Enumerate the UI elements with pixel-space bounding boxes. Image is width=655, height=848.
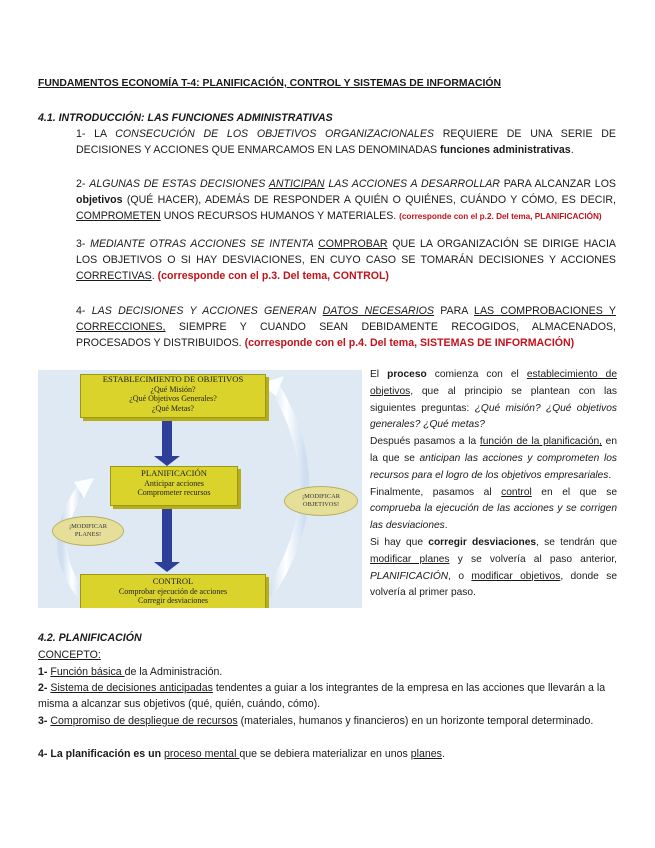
box-establecimiento-objetivos: ESTABLECIMIENTO DE OBJETIVOS ¿Qué Misión? ¿Qué Objetivos Generales? ¿Qué Metas? [80,374,266,418]
concept-item-1: 1- Función básica de la Administración. [38,666,223,678]
reference-planificacion: (corresponde con el p.2. Del tema, PLANIFICACIÓN) [399,212,602,222]
paragraph-1: 1- LA CONSECUCIÓN DE LOS OBJETIVOS ORGANIZACIONALES REQUIERE DE UNA SERIE DE DECISIONES Y ACCIONES QUE ENMARCAMOS EN LAS DENOMINADAS funciones administrativas. [76,128,616,157]
paragraph-4: 4- LAS DECISIONES Y ACCIONES GENERAN DATOS NECESARIOS PARA LAS COMPROBACIONES Y CORRECCIONES, SIEMPRE Y CUANDO SEAN DEBIDAMENTE RECOGIDOS, ALMACENADOS, PROCESADOS Y DISTRIBUIDOS. (corresponde con el p.4. Del tema, SISTEMAS DE INFORMACIÓN) [76,305,616,350]
oval-modificar-planes: ¡MODIFICAR PLANES! [52,516,124,546]
concept-item-3: 3- Compromiso de despliegue de recursos (materiales, humanos y financieros) en un horizonte temporal determinado. [38,715,594,727]
paragraph-2: 2- ALGUNAS DE ESTAS DECISIONES ANTICIPAN LAS ACCIONES A DESARROLLAR PARA ALCANZAR LOS objetivos (QUÉ HACER), ADEMÁS DE RESPONDER A QUIÉN O QUIÉNES, CUÁNDO Y CÓMO, ES DECIR, COMPROMETEN UNOS RECURSOS HUMANOS Y MATERIALES. (corresponde con el p.2. Del tema, PLANIFICACIÓN) [76,178,616,223]
concept-item-4: 4- La planificación es un proceso mental que se debiera materializar en unos planes. [38,748,445,760]
section-heading-4-1: 4.1. INTRODUCCIÓN: LAS FUNCIONES ADMINISTRATIVAS [38,112,333,124]
reference-control: (corresponde con el p.3. Del tema, CONTROL) [157,270,389,283]
process-diagram [38,370,362,608]
diagram-explanation [370,367,617,602]
paragraph-3: 3- MEDIANTE OTRAS ACCIONES SE INTENTA COMPROBAR QUE LA ORGANIZACIÓN SE DIRIGE HACIA LOS OBJETIVOS O SI HAY DESVIACIONES, EN CUYO CASO SE TOMARÁN DECISIONES Y ACCIONES CORRECTIVAS. (corresponde con el p.3. Del tema, CONTROL) [76,238,616,283]
box-planificacion: PLANIFICACIÓN Anticipar acciones Comprometer recursos [110,466,238,506]
concept-label: CONCEPTO: [38,649,101,661]
explanation-paragraph-1: El proceso comienza con el establecimiento de objetivos, que al principio se plantean con las siguientes preguntas: ¿Qué misión? ¿Qué objetivos generales? ¿Qué metas? [370,369,618,431]
explanation-paragraph-4: Si hay que corregir desviaciones, se tendrán que modificar planes y se volvería al paso anterior, PLANIFICACIÓN, o modificar objetivos, donde se volvería al primer paso. [370,536,617,599]
box-control: CONTROL Comprobar ejecución de acciones Corregir desviaciones [80,574,266,608]
reference-sistemas-informacion: (corresponde con el p.4. Del tema, SISTEMAS DE INFORMACIÓN) [244,337,575,350]
page-title: FUNDAMENTOS ECONOMÍA T-4: PLANIFICACIÓN, CONTROL Y SISTEMAS DE INFORMACIÓN [38,78,501,89]
section-heading-4-2: 4.2. PLANIFICACIÓN [38,632,142,644]
concept-item-2: 2- Sistema de decisiones anticipadas tendentes a guiar a los integrantes de la empresa en las acciones que llevarán a la misma a alcanzar sus objetivos (qué, quién, cuándo, cómo). [38,682,606,711]
arrow-down-icon [154,504,180,572]
oval-modificar-objetivos: ¡MODIFICAR OBJETIVOS! [284,486,358,516]
explanation-paragraph-2: Después pasamos a la función de la planificación, en la que se anticipan las acciones y comprometen los recursos para el logro de los objetivos empresariales. [370,436,618,481]
arrow-down-icon [154,418,180,466]
explanation-paragraph-3: Finalmente, pasamos al control en el que se comprueba la ejecución de las acciones y se corrigen las desviaciones. [370,486,618,532]
